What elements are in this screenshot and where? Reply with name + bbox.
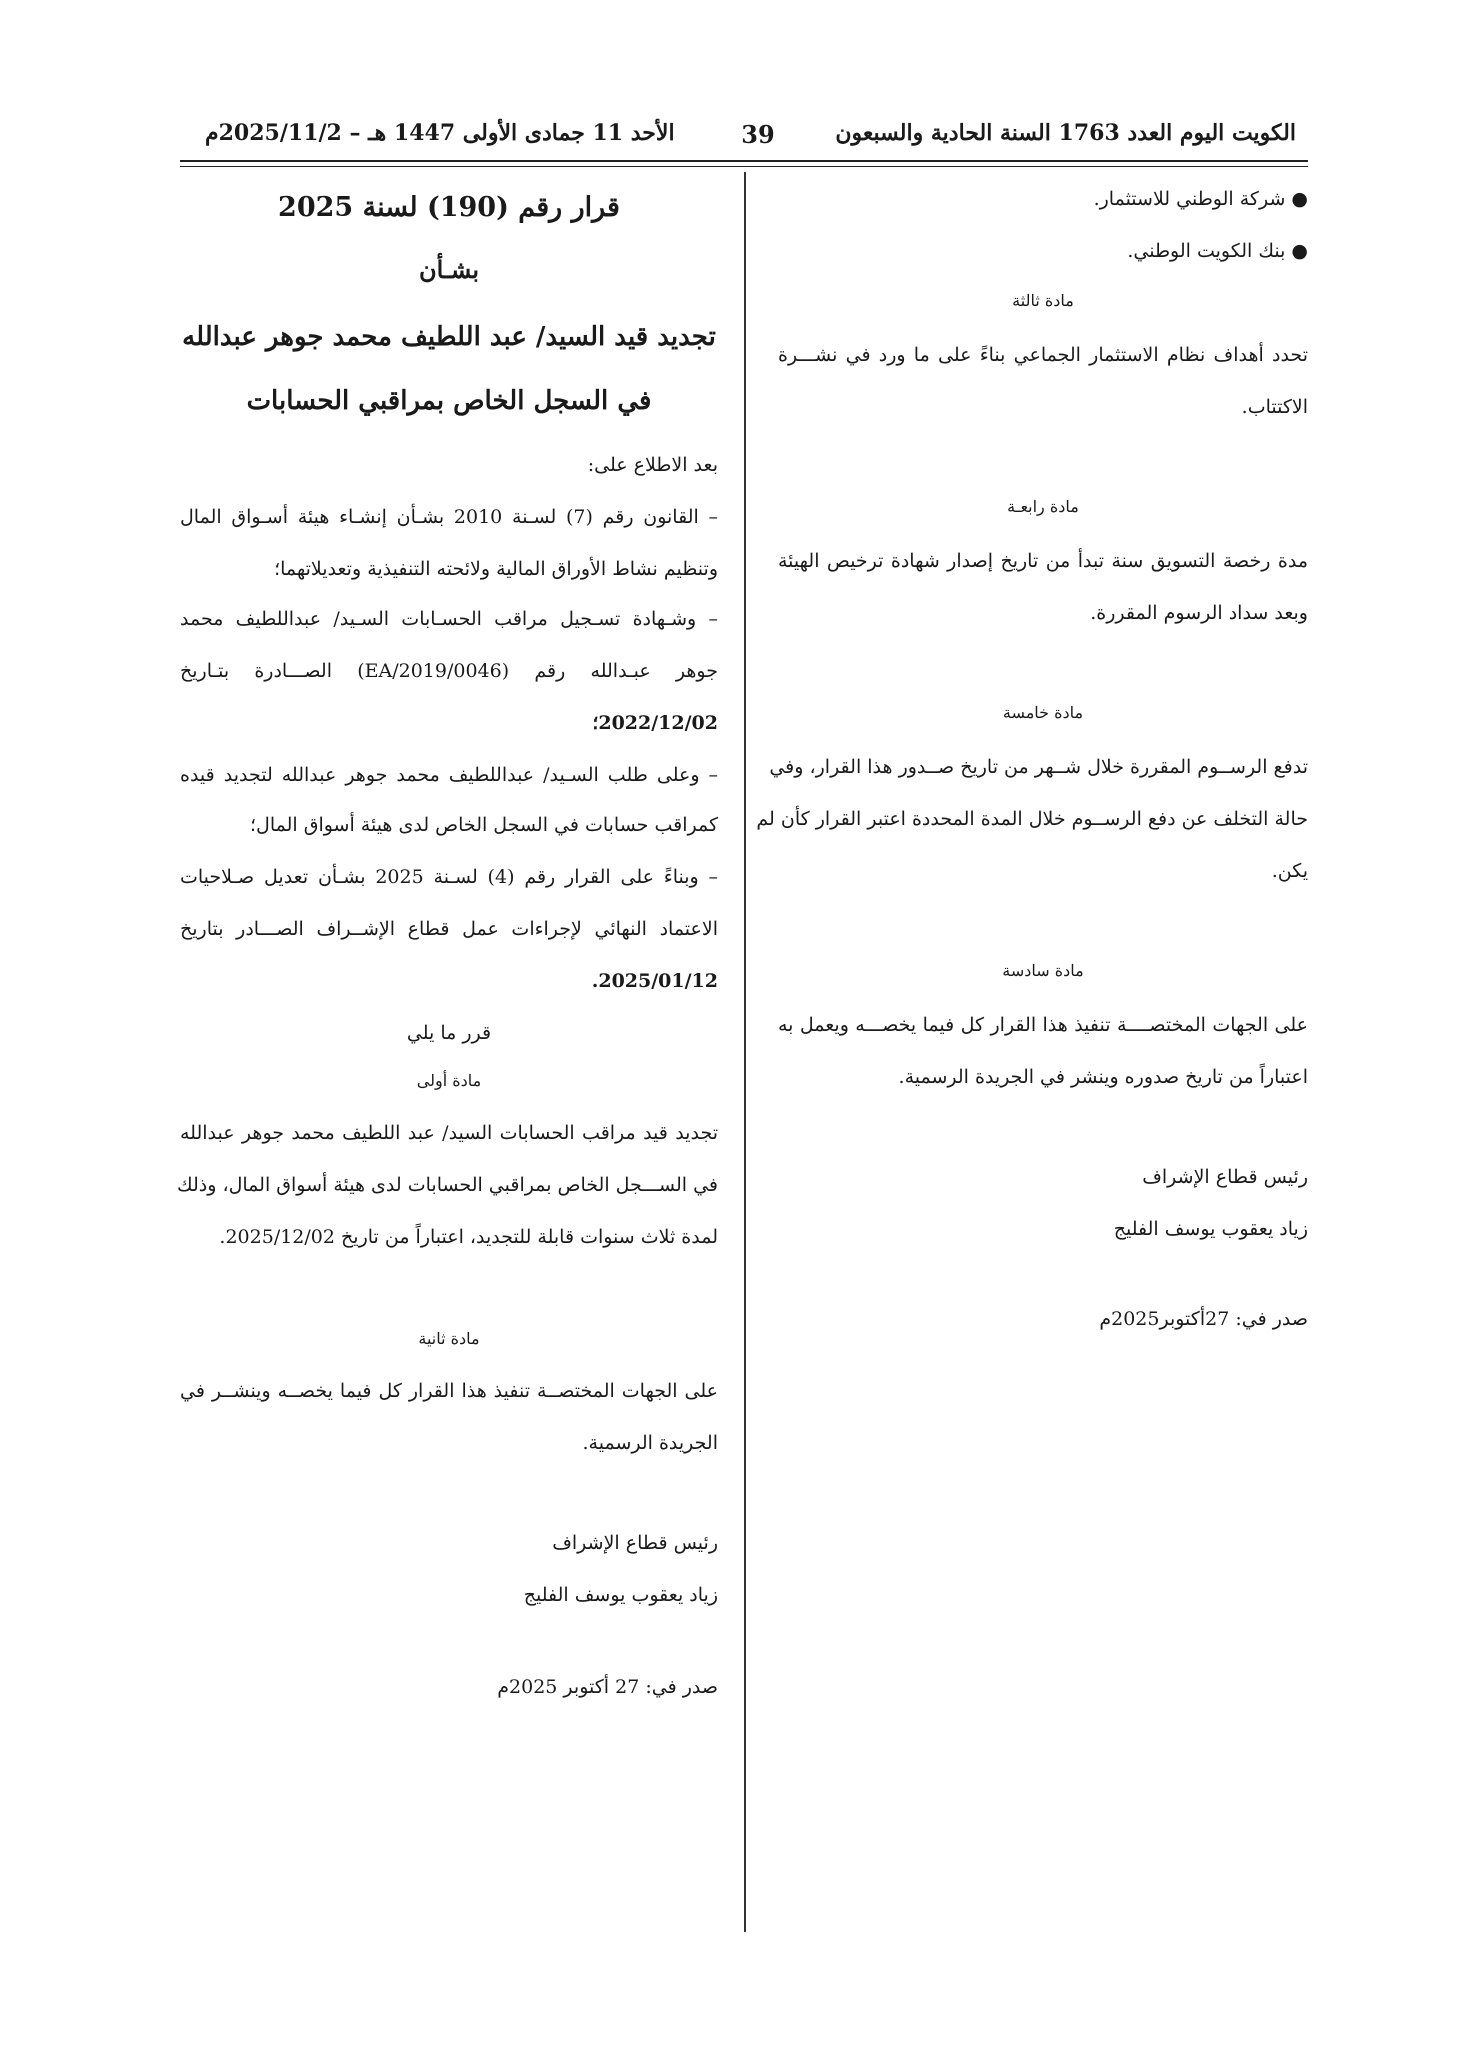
paragraph-line: – وعلى طلب السـيد/ عبداللطيف محمد جوهر عبدالله لتجديد قيده (180, 764, 718, 786)
header-rule-thin (180, 166, 1308, 167)
decision-heading: في السجل الخاص بمراقبي الحسابات (246, 386, 652, 416)
paragraph-line: 2022/12/02؛ (592, 712, 718, 734)
signature-name: زياد يعقوب يوسف الفليج (1113, 1218, 1308, 1240)
paragraph-line: 2025/01/12. (591, 970, 718, 992)
header-rule (180, 160, 1308, 162)
paragraph-line: وبعد سداد الرسوم المقررة. (1090, 602, 1308, 624)
paragraph-line: تدفع الرســوم المقررة خلال شــهر من تاريخ صــدور هذا القرار، وفي (769, 756, 1308, 778)
paragraph-line: الجريدة الرسمية. (582, 1432, 718, 1454)
paragraph-line: جوهر عبـدالله رقم (EA/2019/0046) الصـــادرة بتـاريخ (180, 660, 718, 682)
page-number: 39 (741, 120, 775, 149)
paragraph-line: حالة التخلف عن دفع الرســوم خلال المدة المحددة اعتبر القرار كأن لم (756, 808, 1308, 830)
paragraph-line: على الجهات المختصــــة تنفيذ هذا القرار كل فيما يخصـــه ويعمل به (778, 1014, 1308, 1036)
paragraph-line: – وبناءً على القرار رقم (4) لسـنة 2025 بشـأن تعديل صـلاحيات (180, 866, 719, 888)
paragraph-line: يكن. (1271, 860, 1308, 882)
paragraph-line: بعد الاطلاع على: (587, 454, 718, 476)
paragraph-line: على الجهات المختصــة تنفيذ هذا القرار كل فيما يخصــه وينشــر في (180, 1380, 718, 1402)
article-heading: مادة ثانية (418, 1329, 480, 1348)
article-heading: مادة أولى (416, 1071, 482, 1090)
article-heading: مادة سادسة (1002, 961, 1084, 980)
bullet-item: ● بنك الكويت الوطني. (1127, 240, 1308, 262)
article-heading: مادة خامسة (1002, 703, 1084, 722)
paragraph-line: وتنظيم نشاط الأوراق المالية ولائحته التنفيذية وتعديلاتهما؛ (274, 558, 718, 580)
decision-heading: تجديد قيد السيد/ عبد اللطيف محمد جوهر عبدالله (182, 322, 716, 352)
paragraph-line: الاكتتاب. (1241, 396, 1308, 418)
paragraph-line: – القانون رقم (7) لسـنة 2010 بشـأن إنشـاء هيئة أسـواق المال (180, 506, 718, 528)
paragraph-line: مدة رخصة التسويق سنة تبدأ من تاريخ إصدار شهادة ترخيص الهيئة (778, 550, 1308, 572)
signature-title: رئيس قطاع الإشراف (1142, 1166, 1308, 1188)
article-heading: مادة رابعـة (1007, 497, 1079, 516)
paragraph-line: تحدد أهداف نظام الاستثمار الجماعي بناءً على ما ورد في نشـــرة (778, 344, 1308, 366)
header-issue-info: الكويت اليوم العدد 1763 السنة الحادية والسبعون (835, 120, 1296, 146)
paragraph-line: لمدة ثلاث سنوات قابلة للتجديد، اعتباراً من تاريخ 2025/12/02. (219, 1226, 718, 1248)
paragraph-line: – وشـهادة تسـجيل مراقب الحسـابات السـيد/ عبداللطيف محمد (180, 608, 718, 630)
signature-name: زياد يعقوب يوسف الفليج (523, 1584, 718, 1606)
issue-date: صدر في: 27 أكتوبر 2025م (497, 1676, 718, 1698)
issue-date: صدر في: 27أكتوبر2025م (1099, 1308, 1308, 1330)
decided-label: قرر ما يلي (406, 1022, 492, 1044)
column-divider (744, 172, 746, 1932)
paragraph-line: تجديد قيد مراقب الحسابات السيد/ عبد اللطيف محمد جوهر عبدالله (180, 1122, 718, 1144)
paragraph-line: في الســـجل الخاص بمراقبي الحسابات لدى هيئة أسواق المال، وذلك (176, 1174, 718, 1196)
article-heading: مادة ثالثة (1012, 291, 1074, 310)
bullet-item: ● شركة الوطني للاستثمار. (1093, 188, 1308, 210)
signature-title: رئيس قطاع الإشراف (552, 1532, 718, 1554)
decision-subject-label: بشـأن (418, 255, 480, 284)
decision-title: قرار رقم (190) لسنة 2025 (278, 192, 620, 223)
paragraph-line: الاعتماد النهائي لإجراءات عمل قطاع الإشــراف الصـــادر بتاريخ (180, 918, 718, 940)
paragraph-line: اعتباراً من تاريخ صدوره وينشر في الجريدة الرسمية. (898, 1066, 1308, 1088)
paragraph-line: كمراقب حسابات في السجل الخاص لدى هيئة أسواق المال؛ (249, 814, 718, 836)
header-date: الأحد 11 جمادى الأولى 1447 هـ – 2025/11/2م (205, 120, 675, 146)
